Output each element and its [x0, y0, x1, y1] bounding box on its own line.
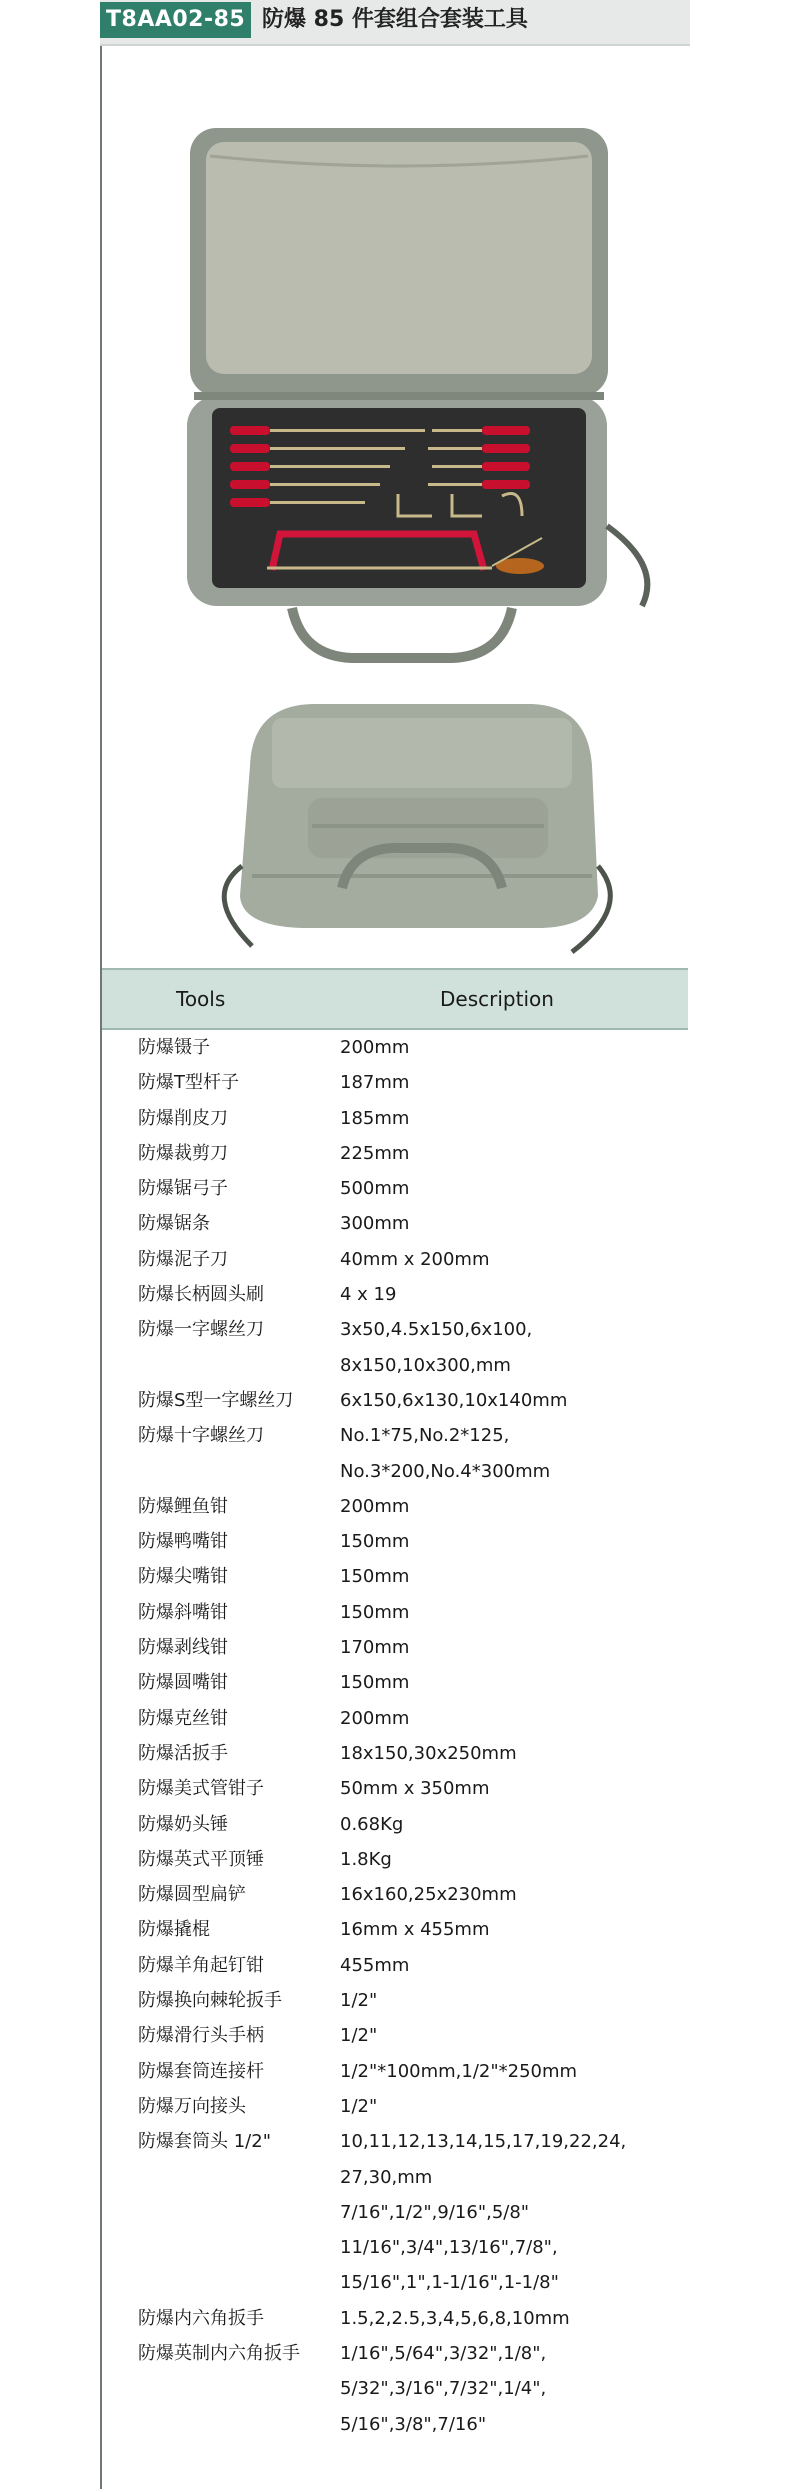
table-row: [102, 2336, 688, 2371]
tool-description-cell: 170mm: [340, 1637, 410, 1659]
tool-name-cell: 防爆S型一字螺丝刀: [138, 1389, 294, 1411]
product-code: T8AA02-85: [100, 2, 251, 38]
tool-name-cell: [102, 2265, 338, 2300]
tool-description-cell: 27,30,mm: [340, 2166, 433, 2188]
table-row: [102, 1630, 688, 1665]
table-row: [102, 1595, 688, 1630]
tool-name-cell: [102, 2371, 338, 2406]
spec-table-body: [102, 1030, 688, 2442]
table-row: [102, 1136, 688, 1171]
table-row: [102, 2371, 688, 2406]
tool-description-cell: 1/2": [340, 2025, 378, 2047]
table-row: [102, 2195, 688, 2230]
table-row: [102, 1912, 688, 1947]
table-row: [102, 1524, 688, 1559]
table-row: [102, 1101, 688, 1136]
tool-name-cell: 防爆圆型扁铲: [138, 1884, 246, 1906]
tool-name-cell: [102, 2407, 338, 2442]
tool-name-cell: 防爆撬棍: [138, 1919, 210, 1941]
table-header: [102, 968, 688, 1030]
tool-description-cell: 1/16",5/64",3/32",1/8",: [340, 2342, 547, 2364]
open-tool-case: [187, 128, 647, 658]
tool-description-cell: 150mm: [340, 1601, 410, 1623]
tool-name-cell: 防爆裁剪刀: [138, 1142, 228, 1164]
tool-description-cell: 0.68Kg: [340, 1813, 404, 1835]
tool-description-cell: 185mm: [340, 1107, 410, 1129]
tool-description-cell: 1/2": [340, 1990, 378, 2012]
tool-name-cell: 防爆镊子: [138, 1037, 210, 1058]
tool-name-cell: 防爆泥子刀: [138, 1248, 228, 1270]
tool-description-cell: 300mm: [340, 1213, 410, 1235]
table-row: [102, 1454, 688, 1489]
table-row: [102, 2054, 688, 2089]
table-row: [102, 2018, 688, 2053]
tool-name-cell: [102, 1348, 338, 1383]
tool-name-cell: [102, 2160, 338, 2195]
table-row: [102, 1559, 688, 1594]
tool-name-cell: 防爆鲤鱼钳: [138, 1495, 228, 1517]
product-title: 防爆 85 件套组合套装工具: [262, 7, 528, 32]
tool-description-cell: 150mm: [340, 1566, 410, 1588]
tool-name-cell: 防爆套筒连接杆: [138, 2060, 264, 2082]
tool-name-cell: 防爆奶头锤: [138, 1813, 228, 1835]
tool-description-cell: 225mm: [340, 1142, 410, 1164]
tool-description-cell: 11/16",3/4",13/16",7/8",: [340, 2237, 558, 2259]
table-row: [102, 1701, 688, 1736]
table-row: [102, 1171, 688, 1206]
tool-description-cell: 1.5,2,2.5,3,4,5,6,8,10mm: [340, 2307, 570, 2329]
table-row: [102, 2407, 688, 2442]
tool-description-cell: 187mm: [340, 1072, 410, 1094]
tool-description-cell: 16mm x 455mm: [340, 1919, 490, 1941]
tool-description-cell: 150mm: [340, 1531, 410, 1553]
table-row: [102, 2124, 688, 2159]
tool-description-cell: 18x150,30x250mm: [340, 1742, 517, 1764]
table-row: [102, 1807, 688, 1842]
tool-name-cell: 防爆活扳手: [138, 1742, 228, 1764]
tool-name-cell: 防爆英式平顶锤: [138, 1848, 264, 1870]
tool-description-cell: 3x50,4.5x150,6x100,: [340, 1319, 533, 1341]
tool-name-cell: 防爆削皮刀: [138, 1107, 228, 1129]
tool-name-cell: 防爆鸭嘴钳: [138, 1531, 228, 1553]
tool-name-cell: 防爆剥线钳: [138, 1637, 228, 1659]
tool-description-cell: 5/16",3/8",7/16": [340, 2413, 487, 2435]
tool-name-cell: 防爆滑行头手柄: [138, 2025, 264, 2047]
tool-description-cell: 455mm: [340, 1954, 410, 1976]
tool-name-cell: 防爆美式管钳子: [138, 1778, 264, 1800]
tool-name-cell: 防爆十字螺丝刀: [138, 1425, 264, 1447]
tool-description-cell: No.1*75,No.2*125,: [340, 1425, 510, 1447]
tool-description-cell: 500mm: [340, 1178, 410, 1200]
table-row: [102, 1665, 688, 1700]
tool-name-cell: 防爆套筒头 1/2": [138, 2131, 271, 2153]
tool-description-cell: 1.8Kg: [340, 1848, 392, 1870]
table-row: [102, 1312, 688, 1347]
tool-description-cell: 1/2"*100mm,1/2"*250mm: [340, 2060, 578, 2082]
tool-name-cell: [102, 1454, 338, 1489]
tool-name-cell: 防爆斜嘴钳: [138, 1601, 228, 1623]
table-row: [102, 1277, 688, 1312]
table-row: [102, 1489, 688, 1524]
tool-description-cell: 4 x 19: [340, 1284, 397, 1306]
table-row: [102, 1242, 688, 1277]
tool-name-cell: [102, 2195, 338, 2230]
tool-description-cell: 50mm x 350mm: [340, 1778, 490, 1800]
description-column-header: Description: [440, 987, 554, 1011]
page-header: [100, 0, 690, 46]
table-row: [102, 2230, 688, 2265]
tool-name-cell: 防爆万向接头: [138, 2095, 246, 2117]
tool-name-cell: 防爆长柄圆头刷: [138, 1284, 264, 1306]
tool-name-cell: 防爆T型杆子: [138, 1072, 239, 1094]
tool-name-cell: 防爆英制内六角扳手: [138, 2342, 300, 2364]
tool-description-cell: 40mm x 200mm: [340, 1248, 490, 1270]
tool-name-cell: 防爆克丝钳: [138, 1707, 228, 1729]
tool-description-cell: 6x150,6x130,10x140mm: [340, 1389, 568, 1411]
tool-description-cell: 8x150,10x300,mm: [340, 1354, 511, 1376]
table-row: [102, 1983, 688, 2018]
tool-name-cell: [102, 2230, 338, 2265]
table-row: [102, 1877, 688, 1912]
tool-name-cell: 防爆圆嘴钳: [138, 1672, 228, 1694]
tool-description-cell: 10,11,12,13,14,15,17,19,22,24,: [340, 2131, 627, 2153]
tools-column-header: Tools: [176, 987, 226, 1011]
tool-description-cell: 200mm: [340, 1037, 410, 1058]
tool-description-cell: 5/32",3/16",7/32",1/4",: [340, 2378, 547, 2400]
tool-description-cell: 200mm: [340, 1495, 410, 1517]
table-row: [102, 1206, 688, 1241]
tool-description-cell: 1/2": [340, 2095, 378, 2117]
table-row: [102, 1736, 688, 1771]
table-row: [102, 2301, 688, 2336]
table-row: [102, 1065, 688, 1100]
tool-description-cell: 150mm: [340, 1672, 410, 1694]
tool-name-cell: 防爆换向棘轮扳手: [138, 1990, 282, 2012]
table-row: [102, 2089, 688, 2124]
table-row: [102, 1418, 688, 1453]
closed-tool-case: [224, 704, 610, 952]
tool-description-cell: 7/16",1/2",9/16",5/8": [340, 2201, 530, 2223]
tool-description-cell: 16x160,25x230mm: [340, 1884, 517, 1906]
tool-name-cell: 防爆内六角扳手: [138, 2307, 264, 2329]
tool-name-cell: 防爆尖嘴钳: [138, 1566, 228, 1588]
tool-name-cell: 防爆一字螺丝刀: [138, 1319, 264, 1341]
tool-description-cell: No.3*200,No.4*300mm: [340, 1460, 551, 1482]
tool-name-cell: 防爆锯弓子: [138, 1178, 228, 1200]
table-row: [102, 1030, 688, 1065]
table-row: [102, 1348, 688, 1383]
product-photo: [102, 46, 688, 966]
table-row: [102, 2265, 688, 2300]
tool-name-cell: 防爆羊角起钉钳: [138, 1954, 264, 1976]
tool-description-cell: 15/16",1",1-1/16",1-1/8": [340, 2272, 559, 2294]
table-row: [102, 1383, 688, 1418]
table-row: [102, 1842, 688, 1877]
table-row: [102, 1948, 688, 1983]
tool-name-cell: 防爆锯条: [138, 1213, 210, 1235]
tool-description-cell: 200mm: [340, 1707, 410, 1729]
table-row: [102, 2160, 688, 2195]
table-row: [102, 1771, 688, 1806]
